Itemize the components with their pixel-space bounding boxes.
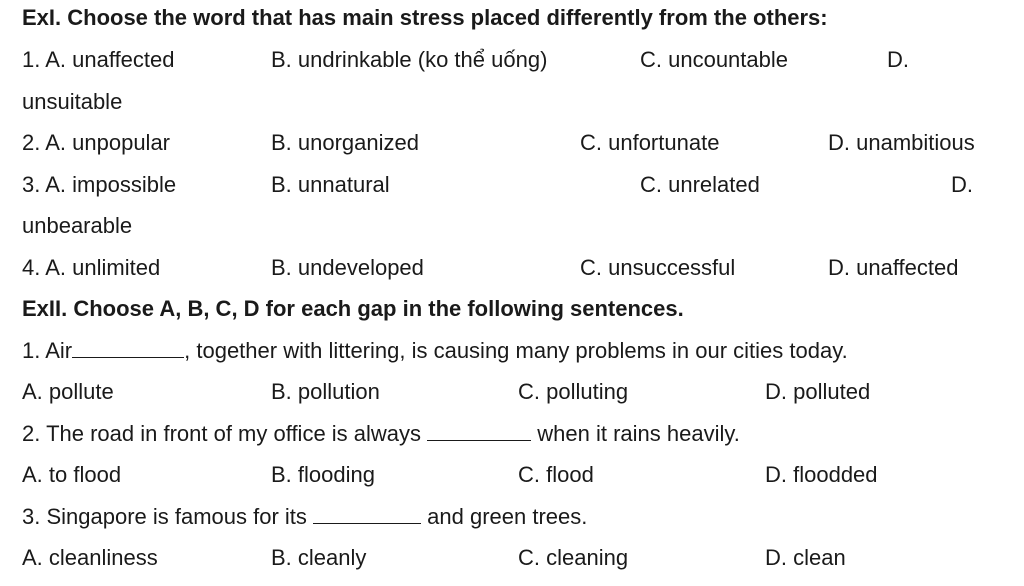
- ex2-q2-stem-before: 2. The road in front of my office is always: [22, 421, 428, 446]
- ex2-q1-blank: [72, 339, 184, 358]
- ex2-q2-option-a: A. to flood: [22, 462, 122, 487]
- ex2-title: ExII. Choose A, B, C, D for each gap in the following sentences.: [22, 296, 684, 321]
- ex1-q1-option-a: 1. A. unaffected: [22, 47, 175, 72]
- ex1-q4-option-c: C. unsuccessful: [580, 255, 736, 280]
- ex2-q1-option-d: D. polluted: [765, 379, 871, 404]
- ex1-q2-option-c: C. unfortunate: [580, 130, 720, 155]
- ex1-q1-option-b: B. undrinkable (ko thể uống): [271, 47, 548, 72]
- ex2-q1-option-a: A. pollute: [22, 379, 114, 404]
- ex2-q3-blank: [313, 505, 421, 524]
- ex2-q3-option-b: B. cleanly: [271, 545, 367, 570]
- ex2-q2-option-b: B. flooding: [271, 462, 375, 487]
- ex1-q2-option-b: B. unorganized: [271, 130, 419, 155]
- ex1-q1-option-d-wrap: unsuitable: [22, 89, 123, 114]
- ex2-q3-stem-after: and green trees.: [421, 504, 588, 529]
- ex1-q2-option-a: 2. A. unpopular: [22, 130, 171, 155]
- ex1-q3-option-c: C. unrelated: [640, 172, 760, 197]
- ex2-q3-option-a: A. cleanliness: [22, 545, 158, 570]
- ex1-q3-option-b: B. unnatural: [271, 172, 390, 197]
- ex2-q3-option-c: C. cleaning: [518, 545, 629, 570]
- ex2-q1-option-b: B. pollution: [271, 379, 380, 404]
- ex1-q4-option-b: B. undeveloped: [271, 255, 424, 280]
- ex2-q3-option-d: D. clean: [765, 545, 846, 570]
- ex1-q1-option-c: C. uncountable: [640, 47, 788, 72]
- ex2-q2-stem: [22, 421, 740, 447]
- ex2-q1-option-c: C. polluting: [518, 379, 629, 404]
- ex1-q3-option-d: D.: [951, 172, 973, 197]
- ex1-q2-option-d: D. unambitious: [828, 130, 975, 155]
- ex1-q1-option-d: D.: [887, 47, 909, 72]
- ex2-q1-stem-before: 1. Air: [22, 338, 73, 363]
- ex1-q4-option-d: D. unaffected: [828, 255, 959, 280]
- ex2-q1-stem-after: , together with littering, is causing many problems in our cities today.: [184, 338, 848, 363]
- ex2-q2-option-d: D. floodded: [765, 462, 878, 487]
- ex1-q4-option-a: 4. A. unlimited: [22, 255, 161, 280]
- ex2-q3-stem-before: 3. Singapore is famous for its: [22, 504, 314, 529]
- ex2-q2-blank: [427, 422, 531, 441]
- ex1-q3-option-d-wrap: unbearable: [22, 213, 133, 238]
- ex2-q3-stem: [22, 504, 587, 530]
- ex1-title: ExI. Choose the word that has main stress placed differently from the others:: [22, 5, 828, 30]
- ex1-q3-option-a: 3. A. impossible: [22, 172, 177, 197]
- ex2-q2-option-c: C. flood: [518, 462, 594, 487]
- ex2-q1-stem: [22, 338, 848, 364]
- ex2-q2-stem-after: when it rains heavily.: [531, 421, 740, 446]
